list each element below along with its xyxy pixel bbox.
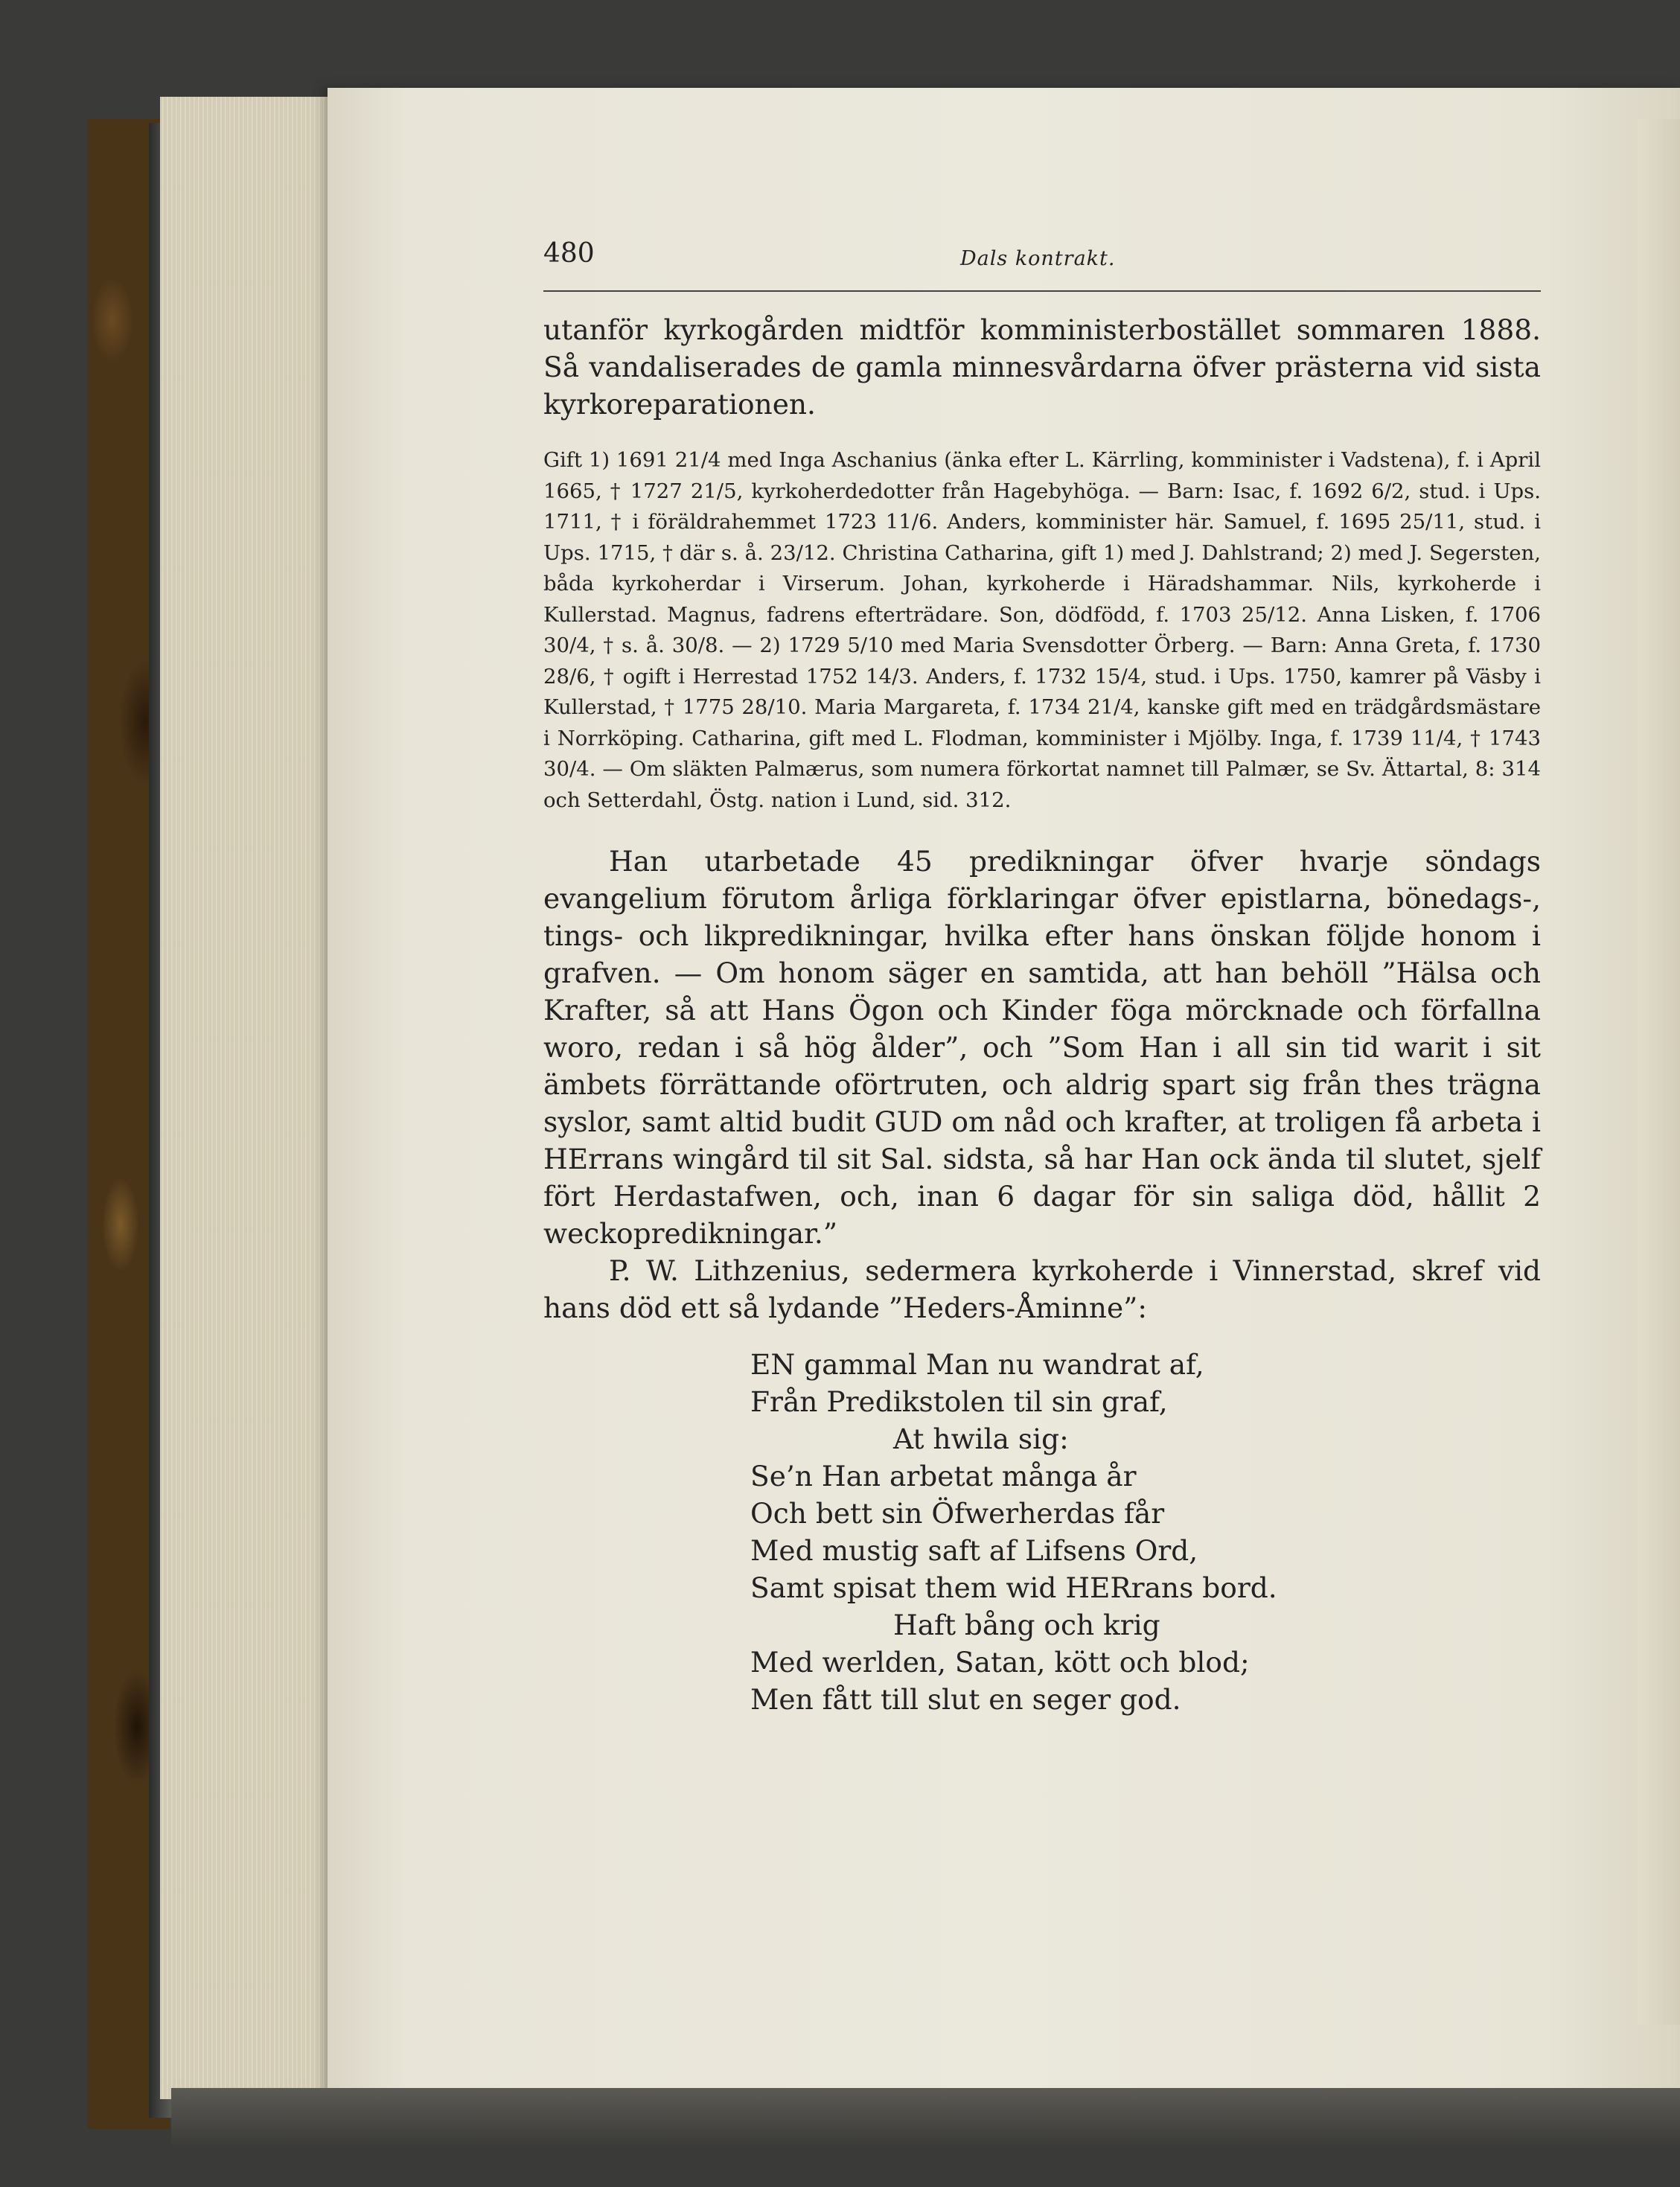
poem-line-2: Från Predikstolen til sin graf, (750, 1385, 1168, 1418)
paragraph-3: P. W. Lithzenius, sedermera kyrkoherde i Vinnerstad, skref vid hans död ett så lydande ”Heders-Åminne”: (543, 1254, 1541, 1324)
poem (750, 1346, 1541, 1718)
poem-line-7: Samt spisat them wid HERrans bord. (750, 1571, 1277, 1604)
footnote-genealogy: Gift 1) 1691 21/4 med Inga Aschanius (änka efter L. Kärrling, komminister i Vadstena), f. i April 1665, † 1727 21/5, kyrkoherdedotter från Hagebyhöga. — Barn: Isac, f. 1692 6/2, stud. i Ups. 1711, † i föräldrahemmet 1723 11/6. Anders, komminister här. Samuel, f. 1695 25/11, stud. i Ups. 1715, † där s. å. 23/12. Christina Catharina, gift 1) med J. Dahlstrand; 2) med J. Segersten, båda kyrkoherdar i Virserum. Johan, kyrkoherde i Häradshammar. Nils, kyrkoherde i Kullerstad. Magnus, fadrens efterträdare. Son, dödfödd, f. 1703 25/12. Anna Lisken, f. 1706 30/4, † s. å. 30/8. — 2) 1729 5/10 med Maria Svensdotter Örberg. — Barn: Anna Greta, f. 1730 28/6, † ogift i Herrestad 1752 14/3. Anders, f. 1732 15/4, stud. i Ups. 1750, kamrer på Väsby i Kullerstad, † 1775 28/10. Maria Margareta, f. 1734 21/4, kanske gift med en trädgårdsmästare i Norrköping. Catharina, gift med L. Flodman, komminister i Mjölby. Inga, f. 1739 11/4, † 1743 30/4. — Om släkten Palmærus, som numera förkortat namnet till Palmær, se Sv. Ättartal, 8: 314 och Setterdahl, Östg. nation i Lund, sid. 312. (543, 448, 1541, 812)
poem-line-8: Haft bång och krig (893, 1609, 1160, 1641)
facing-page-edge (1638, 119, 1680, 2025)
poem-line-10: Men fått till slut en seger god. (750, 1683, 1181, 1716)
poem-line-9: Med werlden, Satan, kött och blod; (750, 1646, 1250, 1679)
page-header (543, 238, 1541, 292)
running-title: Dals kontrakt. (960, 247, 1116, 270)
poem-line-3: At hwila sig: (893, 1423, 1069, 1455)
poem-line-1: EN gammal Man nu wandrat af, (750, 1348, 1204, 1381)
paragraph-2: Han utarbetade 45 predikningar öfver hvarje söndags evangelium förutom årliga förklaringar öfver epistlarna, bönedags-, tings- och likpredikningar, hvilka efter hans önskan följde honom i grafven. — Om honom säger en samtida, att han behöll ”Hälsa och Krafter, så att Hans Ögon och Kinder föga mörcknade och förfallna woro, redan i så hög ålder”, och ”Som Han i all sin tid warit i sit ämbets förrättande oförtruten, och aldrig spart sig från thes trägna syslor, samt altid budit GUD om nåd och krafter, at troligen få arbeta i HErrans wingård til sit Sal. sidsta, så har Han ock ända til slutet, sjelf fört Herdastafwen, och, inan 6 dagar för sin saliga död, hållit 2 weckopredikningar.” (543, 845, 1541, 1250)
page-number: 480 (543, 238, 595, 269)
poem-line-4: Se’n Han arbetat många år (750, 1460, 1137, 1492)
bottom-shadow (171, 2088, 1680, 2148)
poem-line-6: Med mustig saft af Lifsens Ord, (750, 1534, 1198, 1567)
paragraph-1: utanför kyrkogården midtför komministerbostället sommaren 1888. Så vandaliserades de gamla minnesvårdarna öfver prästerna vid sista kyrkoreparationen. (543, 313, 1541, 421)
page-stack (160, 97, 339, 2099)
page-content (543, 238, 1541, 1718)
poem-line-5: Och bett sin Öfwerherdas får (750, 1497, 1165, 1530)
